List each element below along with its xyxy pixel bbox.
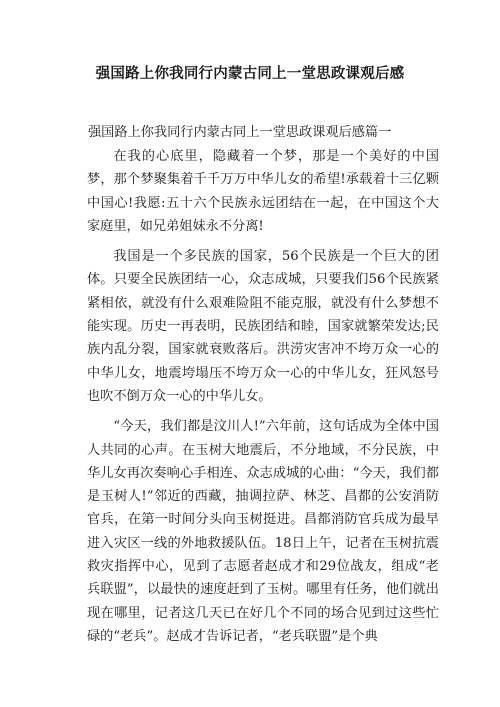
document-body — [87, 145, 439, 655]
paragraph-3: “今天，我们都是汶川人!”六年前，这句话成为全体中国人共同的心声。在玉树大地震后，不分地域，不分民族，中华儿女再次奏响心手相连、众志成城的心曲：“今天，我们都是玉树人!”邻近的西藏，抽调拉萨、林芝、昌都的公安消防官兵，在第一时间分头向玉树挺进。昌都消防官兵成为最早进入灾区一线的外地救援队伍。18日上午，记者在玉树抗震救灾指挥中心，见到了志愿者赵成才和29位战友，组成“老兵联盟”，以最快的速度赶到了玉树。哪里有任务，他们就出现在哪里，记者这几天已在好几个不同的场合见到过这些忙碌的“老兵”。赵成才告诉记者，“老兵联盟”是个典 — [87, 419, 439, 644]
document-subtitle: 强国路上你我同行内蒙古同上一堂思政课观后感篇一 — [88, 125, 392, 140]
paragraph-1: 在我的心底里，隐藏着一个梦，那是一个美好的中国梦，那个梦聚集着千千万万中华儿女的希望!承载着十三亿颗中国心!我愿:五十六个民族永远团结在一起，在中国这个大家庭里，如兄弟姐妹永不分离! — [87, 149, 439, 234]
paragraph-2: 我国是一个多民族的国家，56个民族是一个巨大的团体。只要全民族团结一心，众志成城，只要我们56个民族紧紧相依，就没有什么艰难险阻不能克服，就没有什么梦想不能实现。历史一再表明，民族团结和睦，国家就繁荣发达;民族内乱分裂，国家就衰败落后。洪涝灾害冲不垮万众一心的中华儿女，地震垮塌压不垮万众一心的中华儿女，狂风怒号也吹不倒万众一心的中华儿女。 — [87, 249, 439, 404]
document-title: 强国路上你我同行内蒙古同上一堂思政课观后感 — [95, 65, 405, 82]
